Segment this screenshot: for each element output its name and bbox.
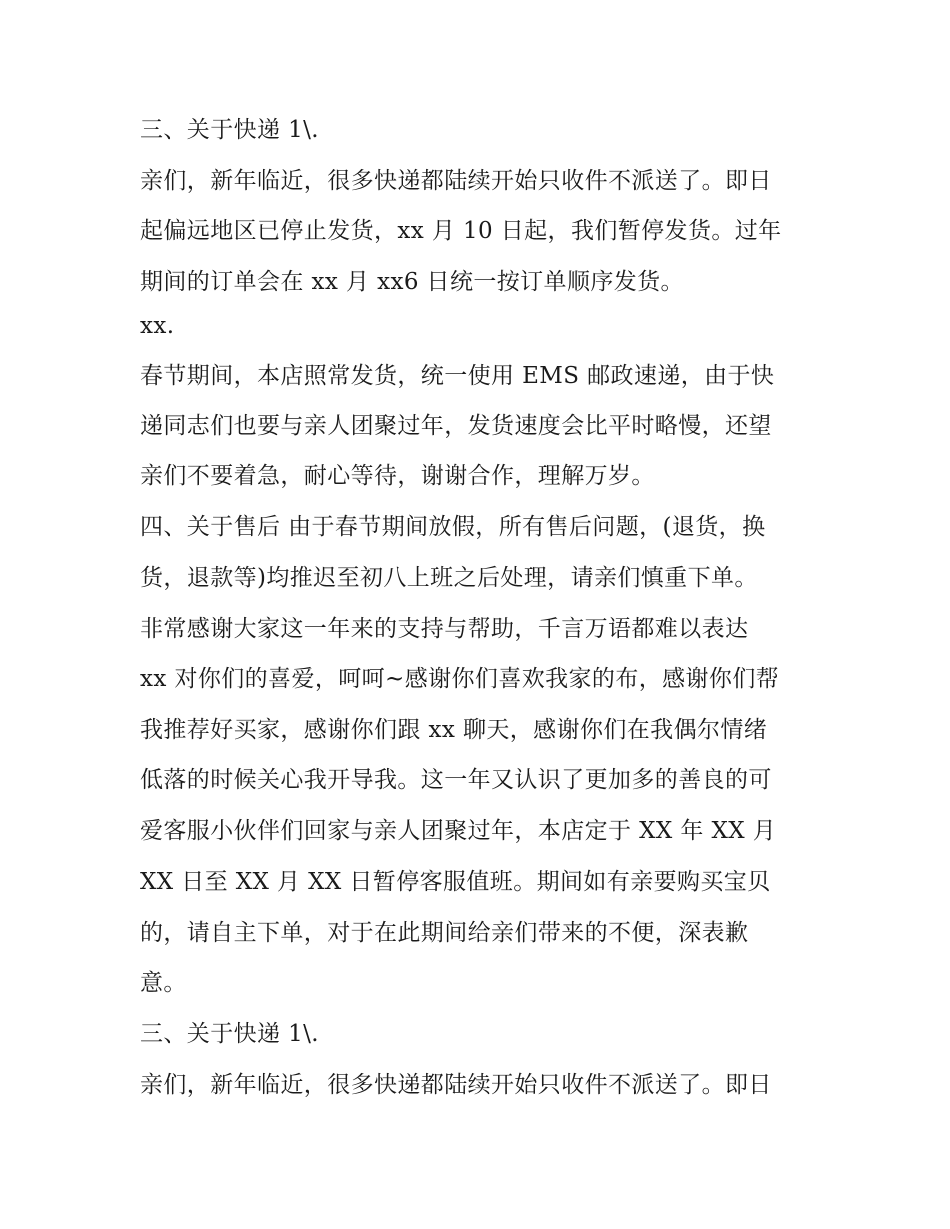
paragraph-line: 意。 [140, 970, 187, 996]
paragraph-line: 货，退款等)均推迟至初八上班之后处理，请亲们慎重下单。 [140, 565, 758, 591]
section-heading-delivery: 三、关于快递 1\. [140, 117, 320, 143]
paragraph-line: 起偏远地区已停止发货，xx 月 10 日起，我们暂停发货。过年 [140, 218, 782, 244]
paragraph-line: 亲们不要着急，耐心等待，谢谢合作，理解万岁。 [140, 463, 655, 489]
paragraph-line: xx. [140, 313, 175, 339]
paragraph-line: XX 日至 XX 月 XX 日暂停客服值班。期间如有亲要购买宝贝 [140, 869, 771, 895]
paragraph-line: xx 对你们的喜爱，呵呵~感谢你们喜欢我家的布，感谢你们帮 [140, 666, 780, 692]
paragraph-line: 亲们，新年临近，很多快递都陆续开始只收件不派送了。即日 [140, 168, 772, 194]
paragraph-line: 低落的时候关心我开导我。这一年又认识了更加多的善良的可 [140, 767, 772, 793]
section-heading-after-sales: 四、关于售后 由于春节期间放假，所有售后问题，(退货，换 [140, 514, 766, 540]
paragraph-line: 非常感谢大家这一年来的支持与帮助，千言万语都难以表达 [140, 616, 749, 642]
paragraph-line: 亲们，新年临近，很多快递都陆续开始只收件不派送了。即日 [140, 1072, 772, 1098]
paragraph-line: 爱客服小伙伴们回家与亲人团聚过年，本店定于 XX 年 XX 月 [140, 818, 777, 844]
section-heading-delivery-repeat: 三、关于快递 1\. [140, 1021, 320, 1047]
paragraph-line: 我推荐好买家，感谢你们跟 xx 聊天，感谢你们在我偶尔情绪 [140, 717, 768, 743]
paragraph-line: 春节期间，本店照常发货，统一使用 EMS 邮政速递，由于快 [140, 363, 775, 389]
paragraph-line: 递同志们也要与亲人团聚过年，发货速度会比平时略慢，还望 [140, 413, 772, 439]
paragraph-line: 的，请自主下单，对于在此期间给亲们带来的不便，深表歉 [140, 920, 749, 946]
paragraph-line: 期间的订单会在 xx 月 xx6 日统一按订单顺序发货。 [140, 269, 684, 295]
